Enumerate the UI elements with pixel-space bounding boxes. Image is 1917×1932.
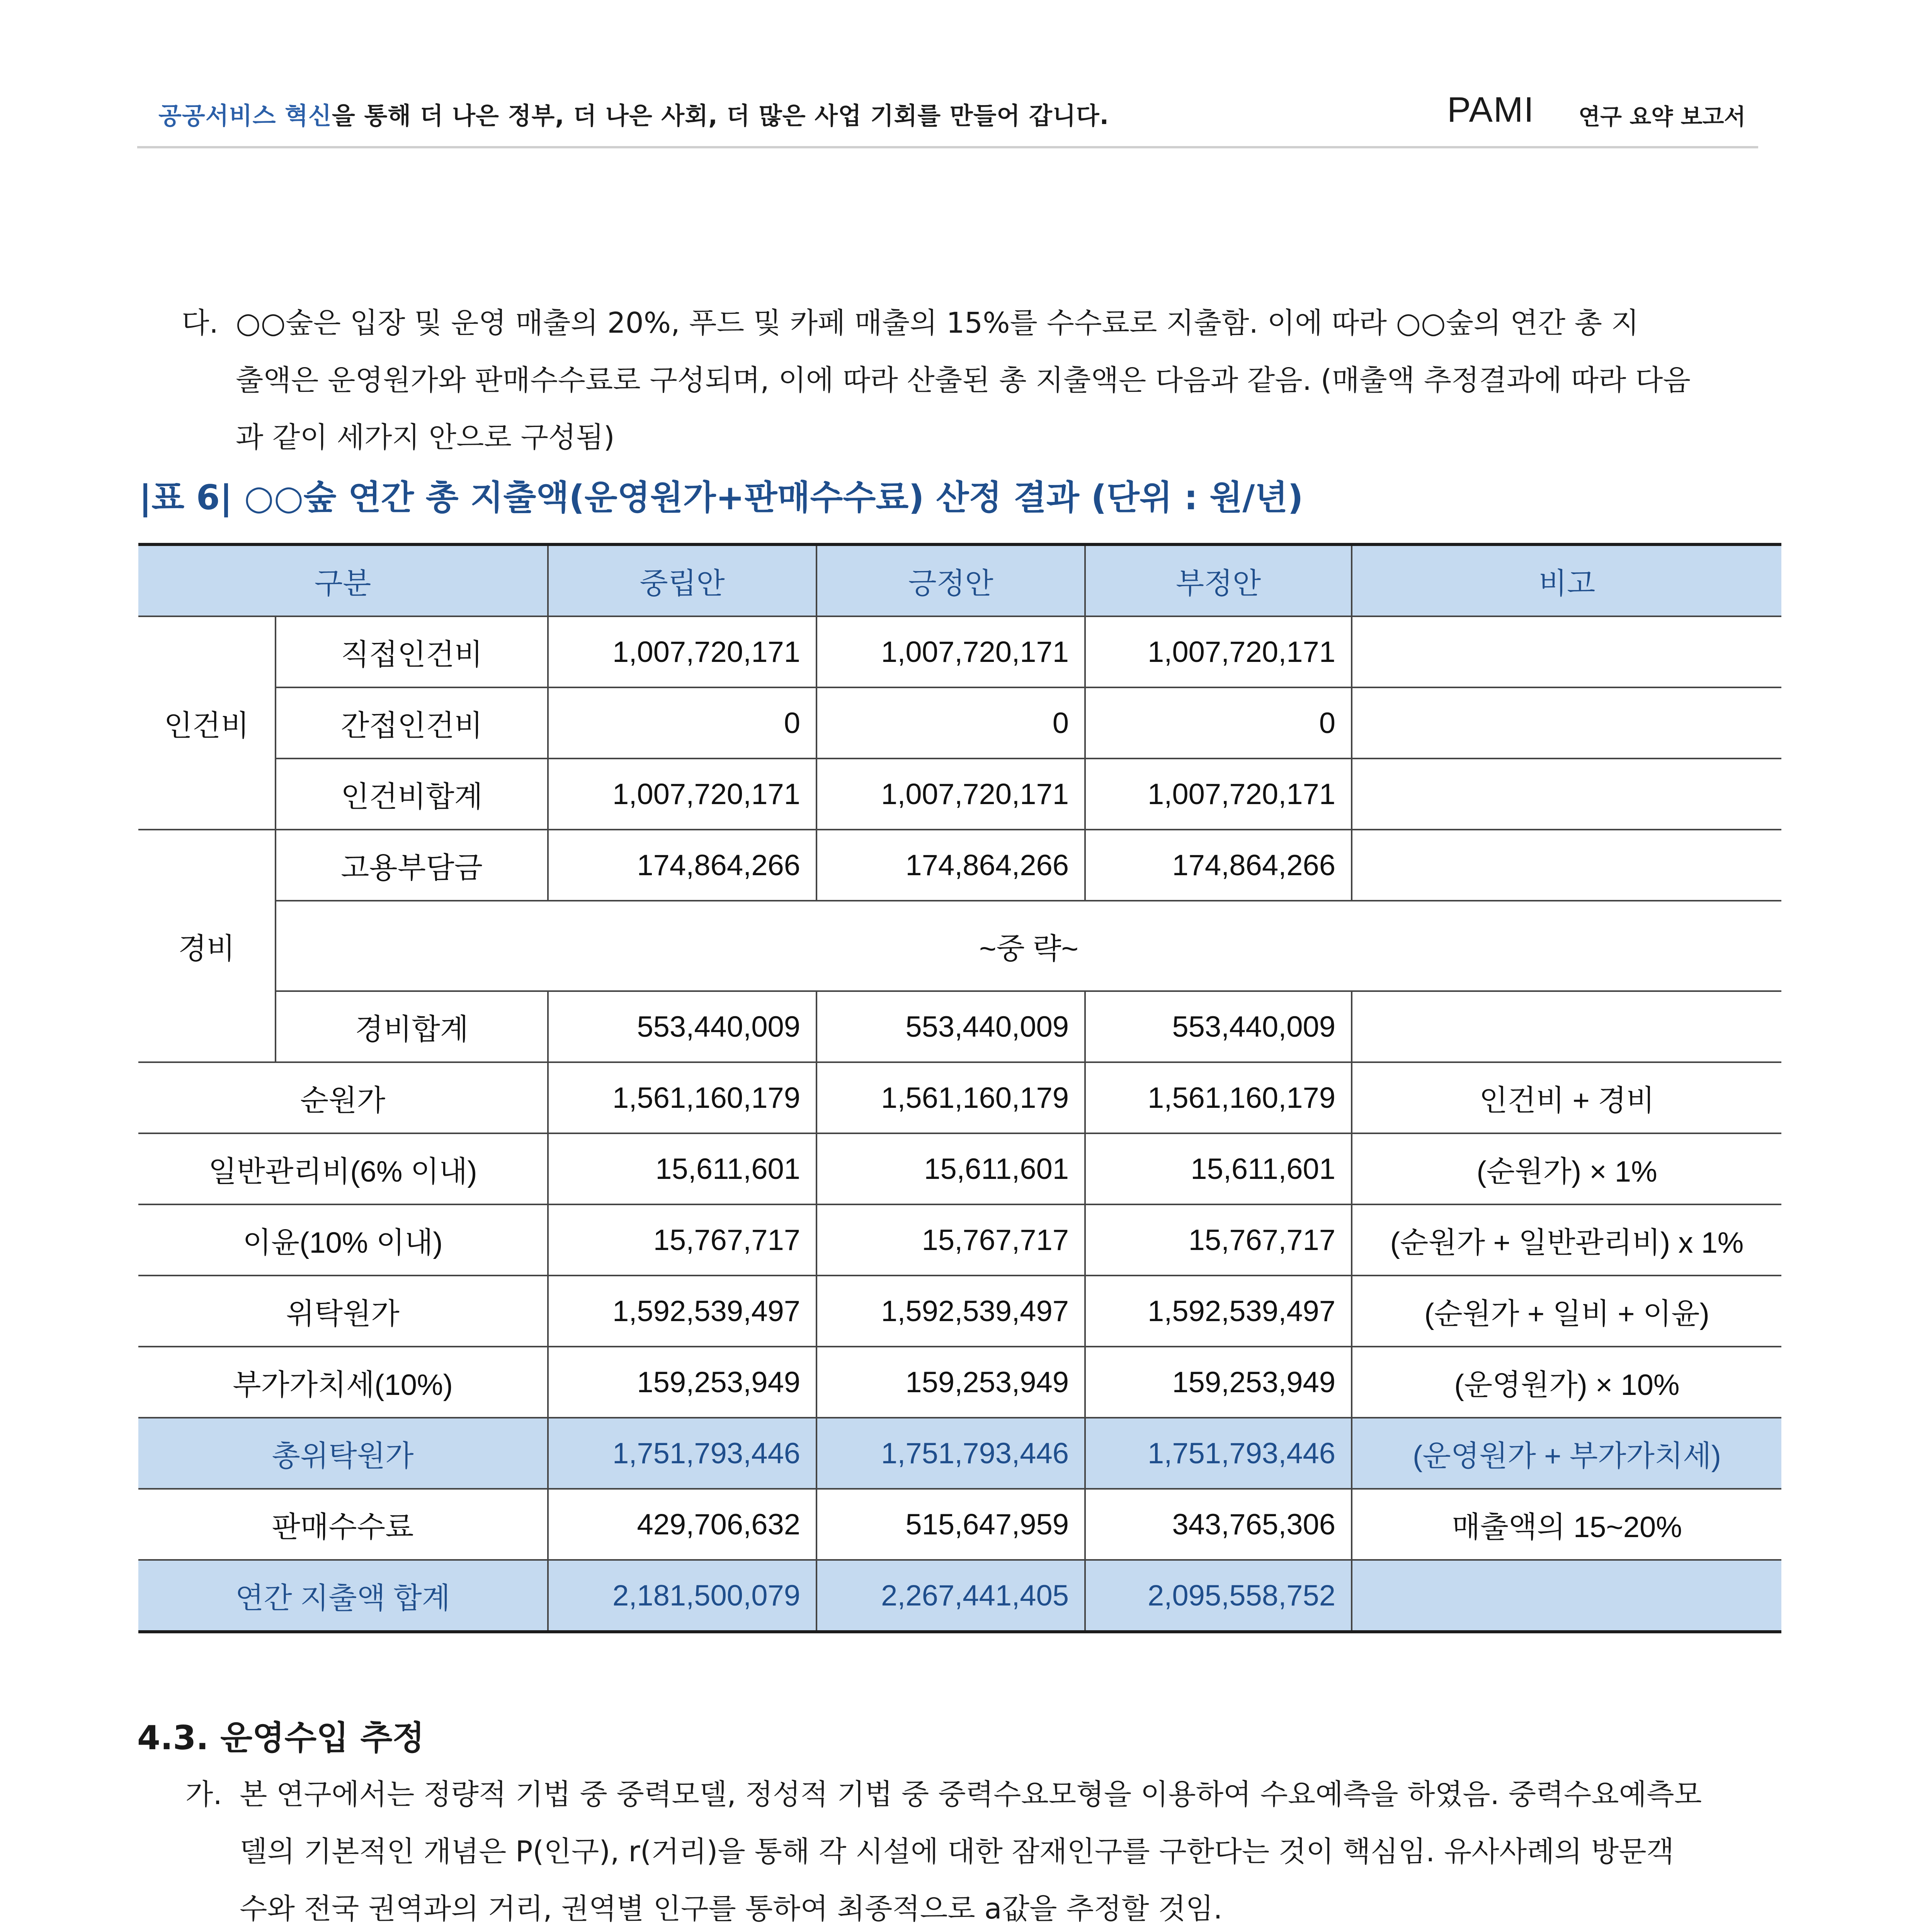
paragraph-line: 수와 전국 권역과의 거리, 권역별 인구를 통하여 최종적으로 a값을 추정할 것임. [240,1892,1223,1925]
cell-note: 매출액의 15~20% [1352,1489,1781,1560]
row-label: 연간 지출액 합계 [138,1560,548,1632]
cell-positive: 1,561,160,179 [816,1062,1085,1133]
cell-negative: 1,007,720,171 [1085,759,1352,830]
table-row [138,759,1781,830]
cell-positive: 174,864,266 [816,830,1085,901]
cell-neutral: 1,007,720,171 [548,759,816,830]
cell-note [1352,830,1781,901]
table-row-highlight [138,1418,1781,1489]
header-divider [137,146,1758,148]
cell-neutral: 1,592,539,497 [548,1276,816,1347]
header-brand: PAMI [1447,90,1535,129]
table-row-omitted [138,901,1781,991]
table-row [138,1347,1781,1418]
paragraph-marker: 가. [185,1778,223,1811]
header-note: 비고 [1352,544,1781,616]
header-tagline [158,97,1109,131]
cell-neutral: 15,611,601 [548,1133,816,1204]
cell-note: 인건비 + 경비 [1352,1062,1781,1133]
header-tagline-accent: 공공서비스 혁신 [158,102,332,130]
section-title: 4.3. 운영수입 추정 [137,1719,425,1757]
group-label-expense: 경비 [138,830,276,1062]
table-row [138,830,1781,901]
table-row [138,1062,1781,1133]
row-label: 순원가 [138,1062,548,1133]
table-row [138,1276,1781,1347]
cell-note [1352,1560,1781,1632]
omitted-label: ~중 략~ [276,901,1781,991]
cell-neutral: 159,253,949 [548,1347,816,1418]
cell-positive: 1,007,720,171 [816,759,1085,830]
cell-positive: 15,611,601 [816,1133,1085,1204]
header-tagline-rest: 을 통해 더 나은 정부, 더 나은 사회, 더 많은 사업 기회를 만들어 갑니다. [332,102,1109,130]
cell-positive: 2,267,441,405 [816,1560,1085,1632]
cell-positive: 515,647,959 [816,1489,1085,1560]
cell-positive: 159,253,949 [816,1347,1085,1418]
table-row [138,687,1781,759]
table-row [138,1204,1781,1276]
cell-neutral: 2,181,500,079 [548,1560,816,1632]
paragraph-marker: 다. [182,306,219,340]
cell-positive: 1,592,539,497 [816,1276,1085,1347]
cell-note: (운영원가 + 부가가치세) [1352,1418,1781,1489]
cell-negative: 1,592,539,497 [1085,1276,1352,1347]
cell-negative: 343,765,306 [1085,1489,1352,1560]
header-report-type: 연구 요약 보고서 [1579,104,1746,130]
row-label: 직접인건비 [276,616,548,687]
cell-negative: 174,864,266 [1085,830,1352,901]
cell-neutral: 553,440,009 [548,991,816,1062]
header-positive: 긍정안 [816,544,1085,616]
table-row [138,991,1781,1062]
table-row [138,1489,1781,1560]
cell-negative: 553,440,009 [1085,991,1352,1062]
row-label: 고용부담금 [276,830,548,901]
cell-note: (순원가 + 일반관리비) x 1% [1352,1204,1781,1276]
table-row-highlight [138,1560,1781,1632]
cell-negative: 1,561,160,179 [1085,1062,1352,1133]
cell-negative: 1,751,793,446 [1085,1418,1352,1489]
cell-neutral: 174,864,266 [548,830,816,901]
cell-negative: 15,611,601 [1085,1133,1352,1204]
header-negative: 부정안 [1085,544,1352,616]
cell-negative: 2,095,558,752 [1085,1560,1352,1632]
table-caption: |표 6| ○○숲 연간 총 지출액(운영원가+판매수수료) 산정 결과 (단위 : 원/년) [139,478,1303,517]
paragraph-line: 출액은 운영원가와 판매수수료로 구성되며, 이에 따라 산출된 총 지출액은 다음과 같음. (매출액 추정결과에 따라 다음 [236,364,1691,397]
cell-positive: 1,751,793,446 [816,1418,1085,1489]
cell-neutral: 1,007,720,171 [548,616,816,687]
row-label: 경비합계 [276,991,548,1062]
paragraph-line: ○○숲은 입장 및 운영 매출의 20%, 푸드 및 카페 매출의 15%를 수수료로 지출함. 이에 따라 ○○숲의 연간 총 지 [236,306,1639,340]
cell-negative: 15,767,717 [1085,1204,1352,1276]
cell-negative: 1,007,720,171 [1085,616,1352,687]
cell-neutral: 0 [548,687,816,759]
cell-note [1352,991,1781,1062]
paragraph-da [182,294,1691,466]
row-label: 간접인건비 [276,687,548,759]
cell-note [1352,687,1781,759]
cell-note: (순원가) × 1% [1352,1133,1781,1204]
cell-negative: 0 [1085,687,1352,759]
table-row [138,1133,1781,1204]
cell-neutral: 429,706,632 [548,1489,816,1560]
paragraph-ga [185,1766,1702,1932]
cell-note [1352,616,1781,687]
table-header-row [138,544,1781,616]
cell-positive: 0 [816,687,1085,759]
paragraph-line: 과 같이 세가지 안으로 구성됨) [236,421,615,454]
cell-neutral: 1,561,160,179 [548,1062,816,1133]
row-label: 일반관리비(6% 이내) [138,1133,548,1204]
cell-positive: 1,007,720,171 [816,616,1085,687]
row-label: 총위탁원가 [138,1418,548,1489]
row-label: 위탁원가 [138,1276,548,1347]
row-label: 부가가치세(10%) [138,1347,548,1418]
paragraph-line: 델의 기본적인 개념은 P(인구), r(거리)을 통해 각 시설에 대한 잠재인구를 구한다는 것이 핵심임. 유사사례의 방문객 [240,1835,1674,1868]
header-category: 구분 [138,544,548,616]
cell-neutral: 15,767,717 [548,1204,816,1276]
row-label: 이윤(10% 이내) [138,1204,548,1276]
cell-positive: 15,767,717 [816,1204,1085,1276]
group-label-labor: 인건비 [138,616,276,830]
row-label: 인건비합계 [276,759,548,830]
header-neutral: 중립안 [548,544,816,616]
cell-neutral: 1,751,793,446 [548,1418,816,1489]
cell-negative: 159,253,949 [1085,1347,1352,1418]
cell-positive: 553,440,009 [816,991,1085,1062]
cost-table [138,543,1781,1633]
cell-note [1352,759,1781,830]
cell-note: (운영원가) × 10% [1352,1347,1781,1418]
row-label: 판매수수료 [138,1489,548,1560]
paragraph-line: 본 연구에서는 정량적 기법 중 중력모델, 정성적 기법 중 중력수요모형을 이용하여 수요예측을 하였음. 중력수요예측모 [240,1778,1702,1811]
cell-note: (순원가 + 일비 + 이윤) [1352,1276,1781,1347]
table-row [138,616,1781,687]
